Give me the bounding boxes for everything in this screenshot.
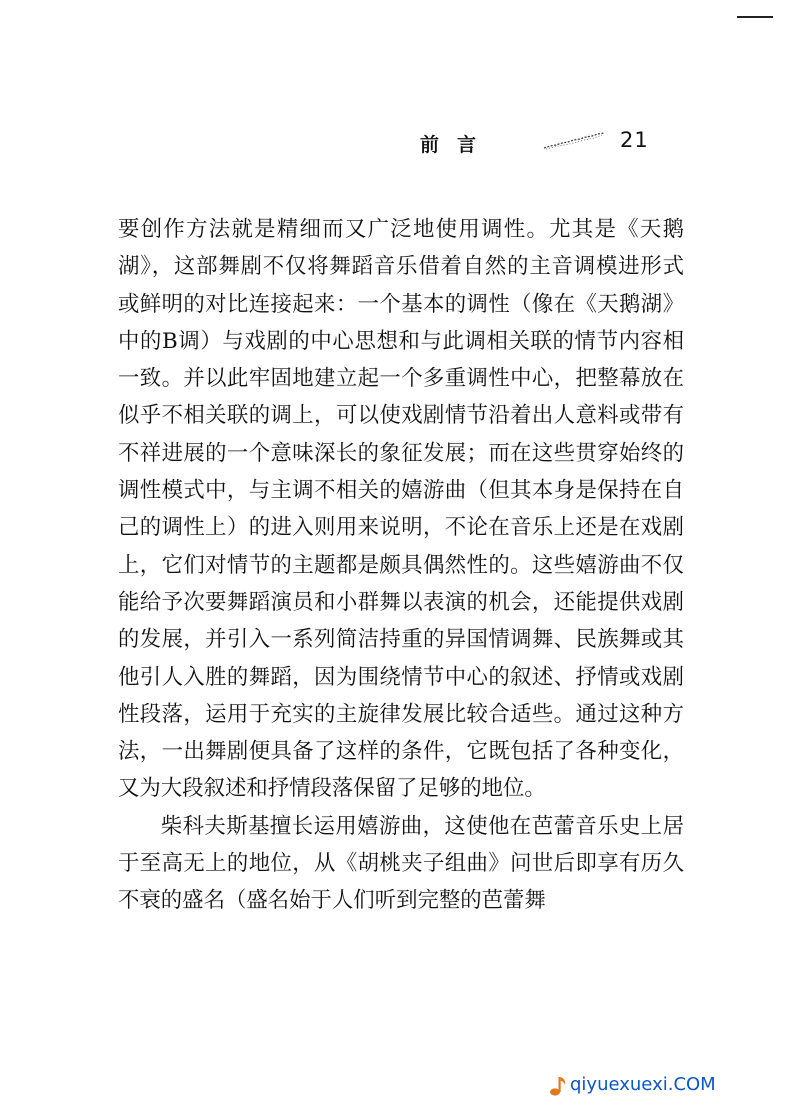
paragraph: 柴科夫斯基擅长运用嬉游曲，这使他在芭蕾音乐史上居于至高无上的地位，从《胡桃夹子组曲》问世后即享有历久不衰的盛名（盛名始于人们听到完整的芭蕾舞	[118, 813, 684, 914]
header-title: 前言	[420, 134, 495, 156]
watermark	[548, 1072, 776, 1106]
running-header	[420, 124, 680, 160]
header-ornament-icon	[540, 128, 620, 152]
music-note-icon	[548, 1074, 568, 1098]
paragraph: 要创作方法就是精细而又广泛地使用调性。尤其是《天鹅湖》，这部舞剧不仅将舞蹈音乐借着自然的主音调模进形式或鲜明的对比连接起来：一个基本的调性（像在《天鹅湖》中的B调）与戏剧的中心思想和与此调相关联的情节内容相一致。并以此牢固地建立起一个多重调性中心，把整幕放在似乎不相关联的调上，可以使戏剧情节沿着出人意料或带有不祥进展的一个意味深长的象征发展；而在这些贯穿始终的调性模式中，与主调不相关的嬉游曲（但其本身是保持在自己的调性上）的进入则用来说明，不论在音乐上还是在戏剧上，它们对情节的主题都是颇具偶然性的。这些嬉游曲不仅能给予次要舞蹈演员和小群舞以表演的机会，还能提供戏剧的发展，并引入一系列简洁持重的异国情调舞、民族舞或其他引人入胜的舞蹈，因为围绕情节中心的叙述、抒情或戏剧性段落，运用于充实的主旋律发展比较合适些。通过这种方法，一出舞剧便具备了这样的条件，它既包括了各种变化，又为大段叙述和抒情段落保留了足够的地位。	[118, 217, 684, 802]
page-number: 21	[620, 128, 649, 152]
watermark-text: qiyuexuexi.COM	[570, 1074, 716, 1095]
corner-rule	[737, 16, 773, 18]
body-text	[118, 211, 684, 920]
